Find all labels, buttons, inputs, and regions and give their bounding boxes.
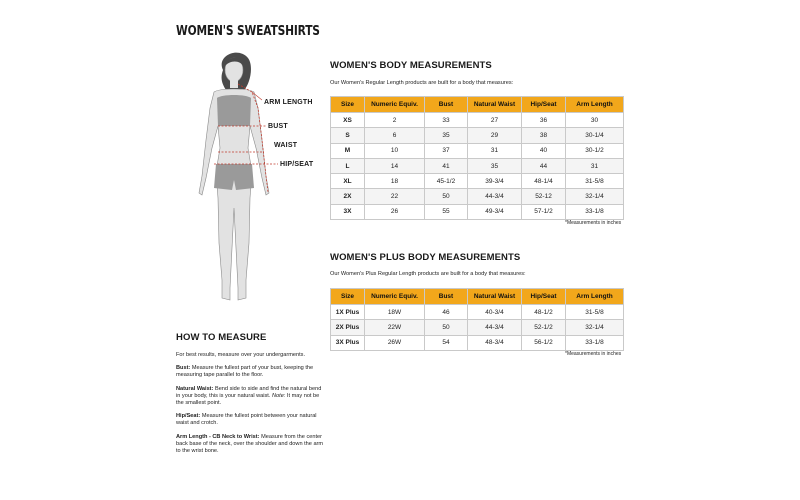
arm-length-label: ARM LENGTH xyxy=(264,99,313,106)
column-header: Numeric Equiv. xyxy=(365,97,425,113)
table-cell: 48-1/4 xyxy=(522,174,566,189)
body-measurements-title: WOMEN'S BODY MEASUREMENTS xyxy=(330,60,492,71)
table-cell: 22 xyxy=(365,189,425,204)
table-cell: 6 xyxy=(365,128,425,143)
hip-seat-label: HIP/SEAT xyxy=(280,161,314,168)
column-header: Bust xyxy=(425,97,468,113)
table-cell: 32-1/4 xyxy=(566,189,624,204)
size-cell: L xyxy=(331,158,365,173)
plus-measurements-intro: Our Women's Plus Regular Length products are built for a body that measures: xyxy=(330,271,526,277)
column-header: Hip/Seat xyxy=(522,289,566,305)
table-row xyxy=(331,143,624,158)
table-header-row xyxy=(331,289,624,305)
table-cell: 56-1/2 xyxy=(522,335,566,350)
table-cell: 39-3/4 xyxy=(468,174,522,189)
table-cell: 44 xyxy=(522,158,566,173)
table-row xyxy=(331,320,624,335)
how-to-measure-title: HOW TO MEASURE xyxy=(176,332,267,343)
waist-label: WAIST xyxy=(274,142,298,149)
body-measurements-intro: Our Women's Regular Length products are built for a body that measures: xyxy=(330,80,514,86)
table-cell: 26 xyxy=(365,204,425,219)
column-header: Arm Length xyxy=(566,289,624,305)
body-measurements-note: *Measurements in inches xyxy=(565,220,622,226)
table-cell: 18W xyxy=(365,305,425,320)
size-cell: XS xyxy=(331,113,365,128)
table-cell: 26W xyxy=(365,335,425,350)
table-cell: 33-1/8 xyxy=(566,335,624,350)
size-cell: 2X xyxy=(331,189,365,204)
table-cell: 30-1/4 xyxy=(566,128,624,143)
table-row xyxy=(331,204,624,219)
table-cell: 10 xyxy=(365,143,425,158)
table-cell: 54 xyxy=(425,335,468,350)
table-cell: 31-5/8 xyxy=(566,305,624,320)
instruction-intro: For best results, measure over your undergarments. xyxy=(176,352,306,358)
column-header: Arm Length xyxy=(566,97,624,113)
body-measurements-table xyxy=(330,96,624,220)
table-cell: 27 xyxy=(468,113,522,128)
table-cell: 46 xyxy=(425,305,468,320)
table-row xyxy=(331,128,624,143)
column-header: Bust xyxy=(425,289,468,305)
table-cell: 29 xyxy=(468,128,522,143)
table-cell: 52-12 xyxy=(522,189,566,204)
table-cell: 32-1/4 xyxy=(566,320,624,335)
table-cell: 33-1/8 xyxy=(566,204,624,219)
table-cell: 36 xyxy=(522,113,566,128)
table-cell: 35 xyxy=(425,128,468,143)
table-cell: 37 xyxy=(425,143,468,158)
table-cell: 40 xyxy=(522,143,566,158)
table-cell: 52-1/2 xyxy=(522,320,566,335)
size-cell: XL xyxy=(331,174,365,189)
plus-measurements-title: WOMEN'S PLUS BODY MEASUREMENTS xyxy=(330,252,521,263)
plus-measurements-table xyxy=(330,288,624,351)
table-cell: 35 xyxy=(468,158,522,173)
table-cell: 49-3/4 xyxy=(468,204,522,219)
table-cell: 33 xyxy=(425,113,468,128)
column-header: Numeric Equiv. xyxy=(365,289,425,305)
size-cell: 3X xyxy=(331,204,365,219)
how-to-measure-instructions xyxy=(176,352,326,461)
table-cell: 18 xyxy=(365,174,425,189)
column-header: Natural Waist xyxy=(468,289,522,305)
column-header: Size xyxy=(331,289,365,305)
table-row xyxy=(331,189,624,204)
size-cell: 1X Plus xyxy=(331,305,365,320)
table-header-row xyxy=(331,97,624,113)
table-cell: 22W xyxy=(365,320,425,335)
table-row xyxy=(331,158,624,173)
column-header: Hip/Seat xyxy=(522,97,566,113)
table-cell: 41 xyxy=(425,158,468,173)
size-cell: 2X Plus xyxy=(331,320,365,335)
body-silhouette-illustration xyxy=(176,48,326,328)
table-row xyxy=(331,174,624,189)
instruction-waist: Natural Waist: Bend side to side and find the natural bend in your body, this is your natural waist. Note: It may not be the smallest point. xyxy=(176,385,322,407)
table-cell: 31-5/8 xyxy=(566,174,624,189)
table-cell: 48-3/4 xyxy=(468,335,522,350)
size-cell: M xyxy=(331,143,365,158)
page-title: WOMEN'S SWEATSHIRTS xyxy=(176,24,320,39)
table-row xyxy=(331,113,624,128)
size-cell: 3X Plus xyxy=(331,335,365,350)
table-cell: 50 xyxy=(425,189,468,204)
table-cell: 2 xyxy=(365,113,425,128)
table-cell: 48-1/2 xyxy=(522,305,566,320)
table-cell: 44-3/4 xyxy=(468,189,522,204)
instruction-arm: Arm Length - CB Neck to Wrist: Measure from the center back base of the neck, over the shoulder and down the arm to the wrist bone. xyxy=(176,433,324,455)
table-row xyxy=(331,305,624,320)
body-figure xyxy=(176,48,326,328)
table-cell: 57-1/2 xyxy=(522,204,566,219)
table-cell: 45-1/2 xyxy=(425,174,468,189)
table-row xyxy=(331,335,624,350)
bust-label: BUST xyxy=(268,123,288,130)
table-cell: 30 xyxy=(566,113,624,128)
column-header: Size xyxy=(331,97,365,113)
table-cell: 55 xyxy=(425,204,468,219)
instruction-bust: Bust: Measure the fullest part of your bust, keeping the measuring tape parallel to the floor. xyxy=(176,365,314,379)
plus-measurements-note: *Measurements in inches xyxy=(565,351,622,357)
size-cell: S xyxy=(331,128,365,143)
table-cell: 38 xyxy=(522,128,566,143)
instruction-hip: Hip/Seat: Measure the fullest point between your natural waist and crotch. xyxy=(176,413,317,427)
table-cell: 50 xyxy=(425,320,468,335)
table-cell: 40-3/4 xyxy=(468,305,522,320)
table-cell: 44-3/4 xyxy=(468,320,522,335)
table-cell: 31 xyxy=(566,158,624,173)
column-header: Natural Waist xyxy=(468,97,522,113)
table-cell: 31 xyxy=(468,143,522,158)
table-cell: 14 xyxy=(365,158,425,173)
table-cell: 30-1/2 xyxy=(566,143,624,158)
